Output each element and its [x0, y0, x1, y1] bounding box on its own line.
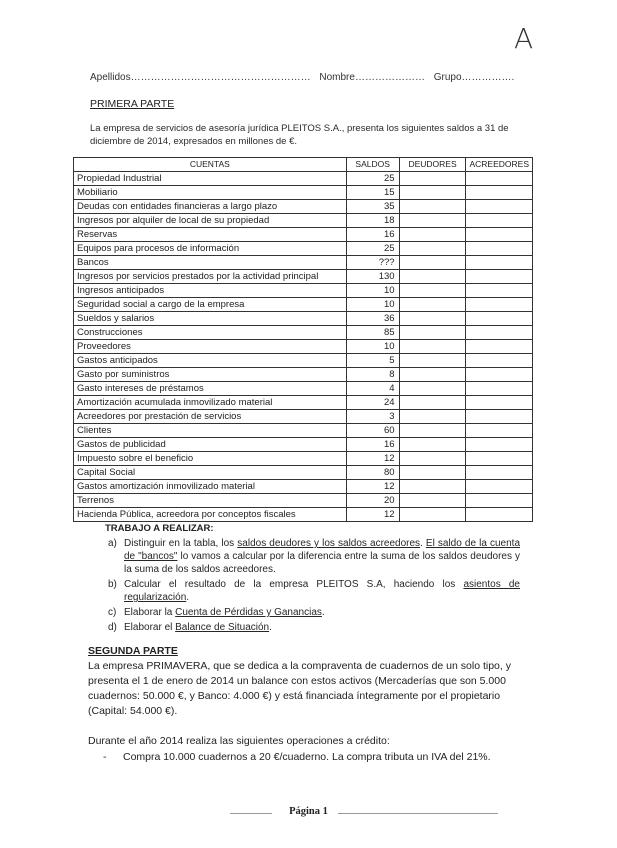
cuenta-cell: Seguridad social a cargo de la empresa [74, 298, 347, 312]
saldo-cell: 18 [346, 214, 399, 228]
header-deudores: DEUDORES [399, 158, 466, 172]
table-row [74, 186, 533, 200]
deudores-cell [399, 438, 466, 452]
part1-title: PRIMERA PARTE [90, 98, 175, 110]
task-label: b) [108, 579, 117, 590]
table-row [74, 270, 533, 284]
cuenta-cell: Equipos para procesos de información [74, 242, 347, 256]
cuenta-cell: Clientes [74, 424, 347, 438]
operation-text: Compra 10.000 cuadernos a 20 €/cuaderno. La compra tributa un IVA del 21%. [123, 751, 491, 763]
header-acreedores: ACREEDORES [466, 158, 533, 172]
deudores-cell [399, 228, 466, 242]
task-text-part: . [269, 622, 272, 633]
deudores-cell [399, 312, 466, 326]
table-row [74, 452, 533, 466]
acreedores-cell [466, 200, 533, 214]
table-row [74, 424, 533, 438]
saldo-cell: 4 [346, 382, 399, 396]
deudores-cell [399, 256, 466, 270]
cuenta-cell: Mobiliario [74, 186, 347, 200]
saldo-cell: 15 [346, 186, 399, 200]
header-cuentas: CUENTAS [74, 158, 347, 172]
table-row [74, 172, 533, 186]
table-row [74, 214, 533, 228]
cuenta-cell: Gasto intereses de préstamos [74, 382, 347, 396]
deudores-cell [399, 368, 466, 382]
acreedores-cell [466, 172, 533, 186]
saldo-cell: 60 [346, 424, 399, 438]
task-text-part: Distinguir en la tabla, los [124, 538, 238, 549]
page-number: Página 1 [289, 806, 328, 817]
deudores-cell [399, 242, 466, 256]
deudores-cell [399, 494, 466, 508]
table-row [74, 228, 533, 242]
saldo-cell: ??? [346, 256, 399, 270]
cuenta-cell: Bancos [74, 256, 347, 270]
deudores-cell [399, 270, 466, 284]
cuenta-cell: Construcciones [74, 326, 347, 340]
saldo-cell: 12 [346, 480, 399, 494]
task-underlined: El saldo de la cuenta de "bancos" [124, 538, 521, 562]
table-row [74, 242, 533, 256]
table-row [74, 508, 533, 522]
task-label: d) [108, 622, 117, 633]
deudores-cell [399, 340, 466, 354]
header-saldos: SALDOS [346, 158, 399, 172]
acreedores-cell [466, 354, 533, 368]
saldo-cell: 85 [346, 326, 399, 340]
deudores-cell [399, 186, 466, 200]
table-row [74, 312, 533, 326]
table-row [74, 480, 533, 494]
acreedores-cell [466, 242, 533, 256]
cuenta-cell: Ingresos por servicios prestados por la actividad principal [74, 270, 347, 284]
saldo-cell: 10 [346, 298, 399, 312]
cuenta-cell: Gastos amortización inmovilizado material [74, 480, 347, 494]
deudores-cell [399, 284, 466, 298]
deudores-cell [399, 396, 466, 410]
table-row [74, 494, 533, 508]
task-underlined: saldos deudores y los saldos acreedores [237, 538, 421, 549]
saldo-cell: 12 [346, 452, 399, 466]
work-title: TRABAJO A REALIZAR: [105, 523, 214, 534]
acreedores-cell [466, 368, 533, 382]
acreedores-cell [466, 410, 533, 424]
cuenta-cell: Terrenos [74, 494, 347, 508]
task-text [124, 621, 520, 634]
table-row [74, 368, 533, 382]
saldo-cell: 80 [346, 466, 399, 480]
acreedores-cell [466, 214, 533, 228]
cuenta-cell: Propiedad Industrial [74, 172, 347, 186]
operation-item [103, 750, 533, 765]
accounts-table-body [74, 172, 533, 522]
acreedores-cell [466, 298, 533, 312]
deudores-cell [399, 200, 466, 214]
saldo-cell: 10 [346, 284, 399, 298]
saldo-cell: 12 [346, 508, 399, 522]
acreedores-cell [466, 480, 533, 494]
saldo-cell: 25 [346, 172, 399, 186]
saldo-cell: 24 [346, 396, 399, 410]
task-text-part: lo vamos a calcular por la diferencia entre la suma de los saldos deudores y la suma de los saldos acreedores. [124, 551, 520, 575]
table-row [74, 438, 533, 452]
deudores-cell [399, 354, 466, 368]
deudores-cell [399, 508, 466, 522]
table-row [74, 396, 533, 410]
task-b [108, 578, 520, 604]
deudores-cell [399, 298, 466, 312]
cuenta-cell: Gastos de publicidad [74, 438, 347, 452]
deudores-cell [399, 452, 466, 466]
task-text-part: Calcular el resultado de la empresa PLEITOS S.A, haciendo los [124, 579, 464, 590]
saldo-cell: 130 [346, 270, 399, 284]
task-underlined: Cuenta de Pérdidas y Ganancias [175, 607, 322, 618]
saldo-cell: 25 [346, 242, 399, 256]
saldo-cell: 16 [346, 438, 399, 452]
saldo-cell: 5 [346, 354, 399, 368]
task-text-part: . [186, 592, 190, 603]
cuenta-cell: Ingresos anticipados [74, 284, 347, 298]
table-row [74, 382, 533, 396]
saldo-cell: 8 [346, 368, 399, 382]
task-text [124, 606, 520, 619]
part2-paragraph: La empresa PRIMAVERA, que se dedica a la compraventa de cuadernos de un solo tipo, y presenta el 1 de enero de 2014 un balance con estos activos (Mercaderías que son 5.000 cuadernos: 50.000 €, y Banco: 4.000 €) y está financiada íntegramente por el propietario (Capital: 54.000 €). [88, 660, 511, 717]
acreedores-cell [466, 186, 533, 200]
cuenta-cell: Proveedores [74, 340, 347, 354]
cuenta-cell: Impuesto sobre el beneficio [74, 452, 347, 466]
cuenta-cell: Deudas con entidades financieras a largo plazo [74, 200, 347, 214]
acreedores-cell [466, 424, 533, 438]
saldo-cell: 36 [346, 312, 399, 326]
part2-paragraph-2: Durante el año 2014 realiza las siguientes operaciones a crédito: [88, 735, 390, 747]
cuenta-cell: Gastos anticipados [74, 354, 347, 368]
task-text-part: Elaborar el [124, 622, 176, 633]
deudores-cell [399, 480, 466, 494]
task-underlined: asientos de regularización [124, 579, 520, 603]
deudores-cell [399, 410, 466, 424]
saldo-cell: 20 [346, 494, 399, 508]
table-row [74, 326, 533, 340]
deudores-cell [399, 466, 466, 480]
task-label: c) [108, 607, 117, 618]
nombre-field: Nombre………………… [319, 72, 425, 83]
part2-title: SEGUNDA PARTE [88, 645, 178, 657]
cuenta-cell: Capital Social [74, 466, 347, 480]
cuenta-cell: Amortización acumulada inmovilizado material [74, 396, 347, 410]
saldo-cell: 3 [346, 410, 399, 424]
cuenta-cell: Ingresos por alquiler de local de su propiedad [74, 214, 347, 228]
exam-version-mark: A [514, 22, 534, 55]
cuenta-cell: Hacienda Pública, acreedora por conceptos fiscales [74, 508, 347, 522]
cuenta-cell: Sueldos y salarios [74, 312, 347, 326]
acreedores-cell [466, 340, 533, 354]
task-text-part: . [321, 607, 325, 618]
table-row [74, 354, 533, 368]
task-text [124, 578, 520, 604]
apellidos-field: Apellidos……………………………………………… [90, 72, 311, 83]
part1-intro: La empresa de servicios de asesoría jurídica PLEITOS S.A., presenta los siguientes saldos a 31 de diciembre de 2014, expresados en millones de €. [90, 123, 509, 147]
task-a [108, 537, 520, 576]
acreedores-cell [466, 508, 533, 522]
table-row [74, 298, 533, 312]
cuenta-cell: Reservas [74, 228, 347, 242]
acreedores-cell [466, 228, 533, 242]
acreedores-cell [466, 396, 533, 410]
task-d [108, 621, 520, 634]
table-row [74, 340, 533, 354]
grupo-field: Grupo……………. [433, 72, 515, 83]
acreedores-cell [466, 438, 533, 452]
table-row [74, 284, 533, 298]
student-info-line [90, 72, 520, 83]
task-text [124, 537, 520, 576]
acreedores-cell [466, 284, 533, 298]
acreedores-cell [466, 312, 533, 326]
accounts-table [73, 157, 533, 522]
table-row [74, 466, 533, 480]
acreedores-cell [466, 452, 533, 466]
table-row [74, 200, 533, 214]
table-row [74, 410, 533, 424]
task-c [108, 606, 520, 619]
deudores-cell [399, 424, 466, 438]
task-list [108, 537, 520, 636]
cuenta-cell: Gasto por suministros [74, 368, 347, 382]
task-underlined: Balance de Situación [175, 622, 270, 633]
deudores-cell [399, 172, 466, 186]
acreedores-cell [466, 466, 533, 480]
acreedores-cell [466, 256, 533, 270]
task-text-part: Elaborar la [124, 607, 176, 618]
bullet-dash: - [103, 751, 107, 763]
deudores-cell [399, 326, 466, 340]
acreedores-cell [466, 326, 533, 340]
saldo-cell: 16 [346, 228, 399, 242]
saldo-cell: 10 [346, 340, 399, 354]
table-header-row [74, 158, 533, 172]
footer-rule-right [338, 813, 498, 814]
acreedores-cell [466, 382, 533, 396]
deudores-cell [399, 382, 466, 396]
task-text-part: . [420, 538, 426, 549]
table-row [74, 256, 533, 270]
acreedores-cell [466, 494, 533, 508]
task-label: a) [108, 538, 117, 549]
cuenta-cell: Acreedores por prestación de servicios [74, 410, 347, 424]
saldo-cell: 35 [346, 200, 399, 214]
deudores-cell [399, 214, 466, 228]
acreedores-cell [466, 270, 533, 284]
